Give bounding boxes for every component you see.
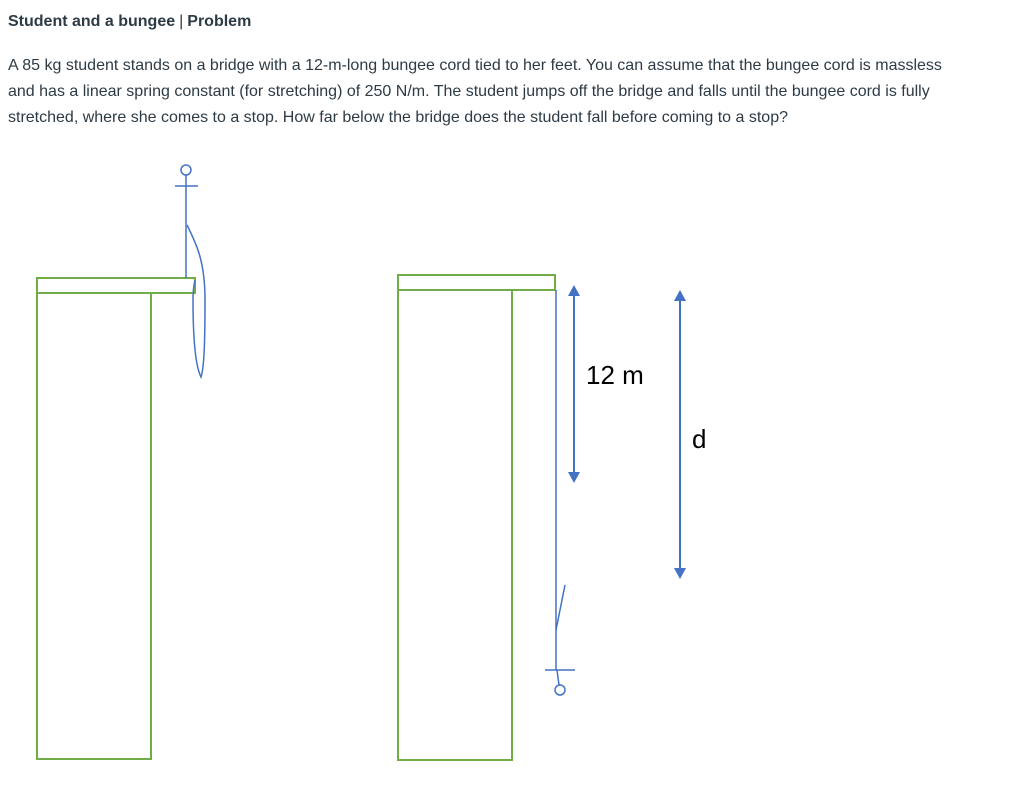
cord-length-label: 12 m bbox=[586, 360, 644, 390]
problem-line: A 85 kg student stands on a bridge with a 12-m-long bungee cord tied to her feet. You can assume that the bungee cord is massless bbox=[8, 57, 942, 74]
bridge-deck bbox=[398, 275, 555, 290]
arrow-up-head bbox=[674, 290, 686, 301]
problem-line: and has a linear spring constant (for stretching) of 250 N/m. The student jumps off the bridge and falls until the bungee cord is fully bbox=[8, 83, 930, 100]
student-head bbox=[181, 165, 191, 175]
bridge-pillar bbox=[37, 293, 151, 759]
student-standing-figure bbox=[175, 165, 205, 377]
title-section: Problem bbox=[187, 13, 252, 30]
bridge-left bbox=[37, 278, 195, 759]
student-neck bbox=[557, 670, 559, 685]
cord-length-arrow bbox=[568, 285, 580, 483]
distance-label: d bbox=[692, 424, 707, 454]
arrow-down-head bbox=[674, 568, 686, 579]
student-leg bbox=[556, 585, 565, 630]
arrow-down-head bbox=[568, 472, 580, 483]
arrow-up-head bbox=[568, 285, 580, 296]
problem-line: stretched, where she comes to a stop. How far below the bridge does the student fall before coming to a stop? bbox=[8, 109, 788, 126]
bridge-deck bbox=[37, 278, 195, 293]
bungee-cord-slack bbox=[187, 225, 205, 377]
student-head bbox=[555, 685, 565, 695]
title-text: Student and a bungee bbox=[8, 13, 176, 30]
right-scene bbox=[398, 275, 706, 760]
title-separator: | bbox=[179, 13, 184, 30]
left-scene bbox=[37, 165, 205, 759]
student-hanging-figure bbox=[545, 290, 575, 695]
bridge-pillar bbox=[398, 290, 512, 760]
distance-arrow bbox=[674, 290, 686, 579]
bridge-right bbox=[398, 275, 555, 760]
